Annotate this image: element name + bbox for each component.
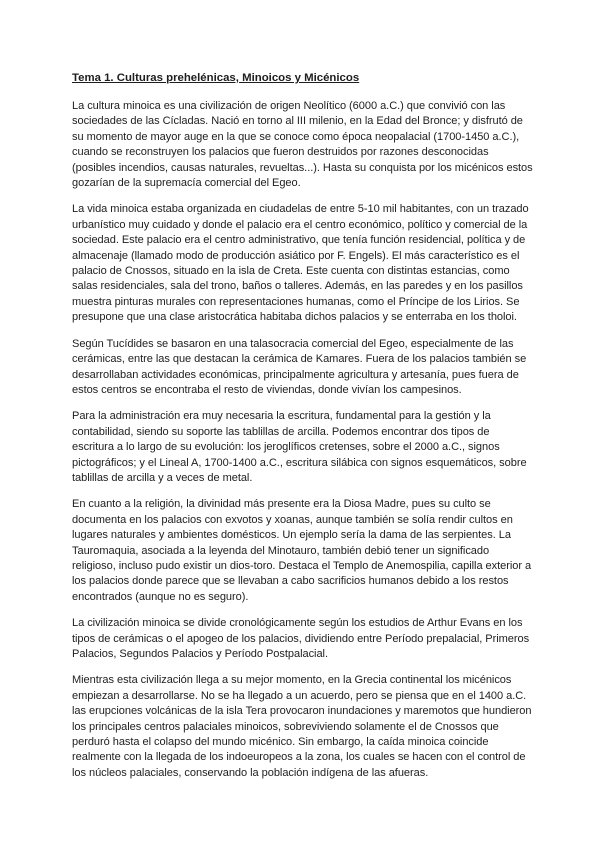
paragraph-minoan-origins: La cultura minoica es una civilización de origen Neolítico (6000 a.C.) que convivió con las sociedades de las Cícladas. Nació en torno al III milenio, en la Edad del Bronce; y disfrutó de su momento de mayor auge en la que se conoce como época neopalacial (1700-1450 a.C.), cuando se reconstruyen los palacios que fueron destruidos por razones desconocidas (posibles incendios, causas naturales, revueltas...). Hasta su conquista por los micénicos estos gozarían de la supremacía comercial del Egeo. (72, 100, 533, 190)
paragraph-writing: Para la administración era muy necesaria la escritura, fundamental para la gestión y la contabilidad, siendo su soporte las tablillas de arcilla. Podemos encontrar dos tipos de escritura a lo largo de su evolución: los jeroglíficos cretenses, sobre el 2000 a.C., signos pictográficos; y el Lineal A, 1700-1400 a.C., escritura silábica con signos esquemáticos, sobre tablillas de arcilla y a veces de metal. (72, 410, 527, 484)
document-title: Tema 1. Culturas prehelénicas, Minoicos y Micénicos (72, 72, 360, 84)
paragraph-decline: Mientras esta civilización llega a su mejor momento, en la Grecia continental los micénicos empiezan a desarrollarse. No se ha llegado a un acuerdo, pero se piensa que en el 1400 a.C. las erupciones volcánicas de la isla Tera provocaron inundaciones y maremotos que hundieron los principales centros palaciales minoicos, sobreviviendo solamente el de Cnossos que perduró hasta el colapso del mundo micénico. Sin embargo, la caída minoica coincide realmente con la llegada de los indoeuropeos a la zona, los cuales se hacen con el control de los núcleos palaciales, conservando la población indígena de las afueras. (72, 674, 532, 779)
paragraph-chronology: La civilización minoica se divide cronológicamente según los estudios de Arthur Evans en los tipos de cerámicas o el apogeo de los palacios, dividiendo entre Período prepalacial, Primeros Palacios, Segundos Palacios y Período Postpalacial. (72, 617, 530, 660)
paragraph-economy: Según Tucídides se basaron en una talasocracia comercial del Egeo, especialmente de las cerámicas, entre las que destacan la cerámica de Kamares. Fuera de los palacios también se desarrollaban actividades económicas, principalmente agricultura y artesanía, pues fuera de estos centros se encontraba el resto de viviendas, donde vivían los campesinos. (72, 337, 527, 396)
paragraph-religion: En cuanto a la religión, la divinidad más presente era la Diosa Madre, pues su culto se documenta en los palacios con exvotos y xoanas, aunque también se solía rendir cultos en lugares naturales y ambientes domésticos. Un ejemplo sería la dama de las serpientes. La Tauromaquia, asociada a la leyenda del Minotauro, también debió tener un significado religioso, incluso pudo existir un dios-toro. Destaca el Templo de Anemospilia, capilla exterior a los palacios donde parece que se llevaban a cabo sacrificios humanos debido a los restos encontrados (aunque no es seguro). (72, 498, 532, 603)
paragraph-minoan-life: La vida minoica estaba organizada en ciudadelas de entre 5-10 mil habitantes, con un trazado urbanístico muy cuidado y donde el palacio era el centro económico, político y comercial de la sociedad. Este palacio era el centro administrativo, que tenía función residencial, política y de almacenaje (llamado modo de producción asiático por F. Engels). El más característico es el palacio de Cnossos, situado en la isla de Creta. Este cuenta con distintas estancias, como salas residenciales, sala del trono, baños o talleres. Además, en las paredes y en los pasillos muestra pinturas murales con representaciones humanas, como el Príncipe de los Lirios. Se presupone que una clase aristocrática habitaba dichos palacios y se enterraba en los tholoi. (72, 203, 529, 324)
